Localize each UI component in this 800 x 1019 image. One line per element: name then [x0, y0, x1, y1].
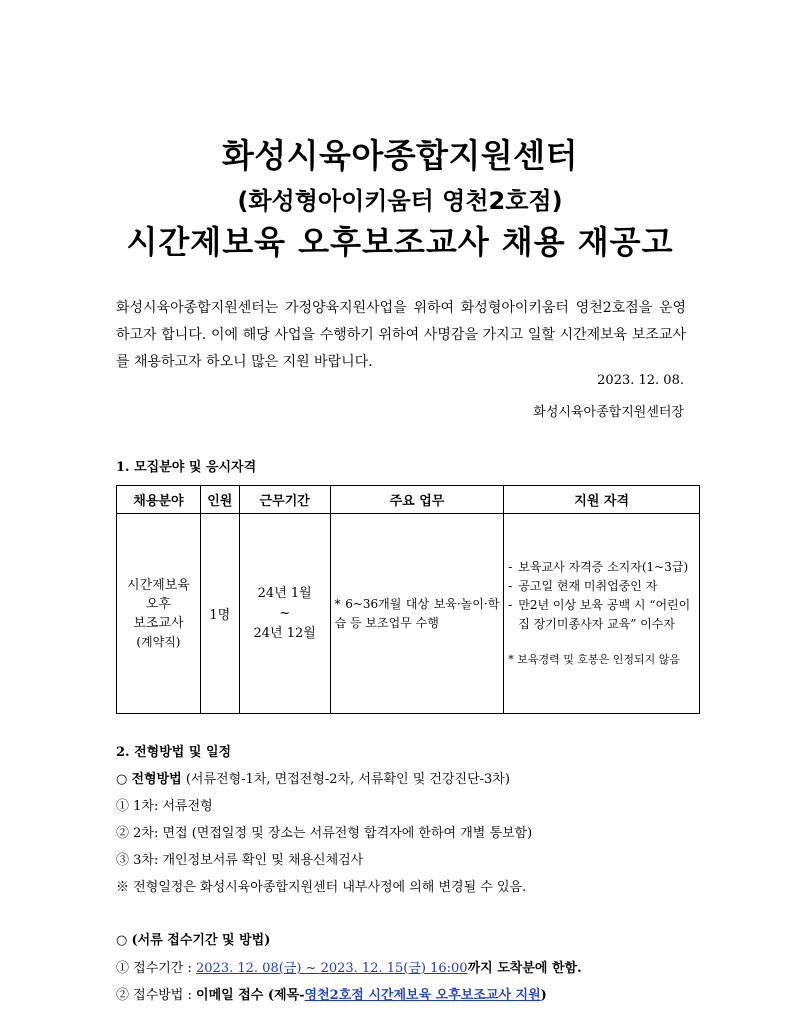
application-method-value: 이메일 접수 [196, 988, 264, 1003]
application-period-dates: 2023. 12. 08(금) ~ 2023. 12. 15(금) 16:00 [196, 961, 468, 976]
qualification-dash: - [508, 598, 513, 612]
application-method-prefix: ② 접수방법 : [116, 988, 197, 1003]
section1-heading: 1. 모집분야 및 응시자격 [116, 460, 257, 475]
selection-step-1: ① 1차: 서류전형 [116, 799, 213, 814]
field-line: 오후 [145, 596, 171, 612]
selection-step-3: ③ 3차: 개인정보서류 확인 및 채용신체검사 [116, 853, 364, 868]
table-header-row [117, 486, 700, 514]
circle-bullet: ○ [116, 772, 128, 787]
application-email-subject: 영천2호점 시간제보육 오후보조교사 지원 [304, 988, 541, 1003]
period-separator: ~ [279, 605, 291, 621]
header-count: 인원 [200, 486, 239, 514]
application-subject-close: ) [540, 988, 547, 1003]
cell-count: 1명 [200, 514, 239, 714]
selection-step-2: ② 2차: 면접 (면접일정 및 장소는 서류전형 합격자에 한하여 개별 통보함) [116, 826, 533, 841]
qualification-item [508, 577, 695, 596]
cell-period [239, 514, 330, 714]
circle-bullet: ○ [116, 933, 128, 948]
selection-method-label: 전형방법 [131, 772, 182, 787]
qualification-note: * 보육경력 및 호봉은 인정되지 않음 [508, 653, 681, 666]
application-heading [116, 929, 270, 948]
application-period-line [116, 957, 582, 976]
application-period-suffix: 까지 도착분에 한함. [467, 961, 582, 976]
notice-title: 시간제보육 오후보조교사 채용 재공고 [126, 223, 674, 261]
branch-subtitle: (화성형아이키움터 영천2호점) [237, 187, 563, 215]
qualification-text: 보육교사 자격증 소지자(1~3급) [518, 560, 689, 574]
cell-duty: * 6~36개월 대상 보육·놀이·학습 등 보조업무 수행 [330, 514, 504, 714]
selection-method-detail: (서류전형-1차, 면접전형-2차, 서류확인 및 건강진단-3차) [181, 772, 510, 787]
cell-qualification [504, 514, 700, 714]
header-field: 채용분야 [117, 486, 201, 514]
qualification-item [508, 558, 695, 577]
qualification-text: 공고일 현재 미취업중인 자 [518, 579, 658, 593]
header-period: 근무기간 [239, 486, 330, 514]
application-method-line [116, 984, 547, 1003]
application-subject-open: (제목- [263, 988, 305, 1003]
organization-title: 화성시육아종합지원센터 [221, 136, 579, 175]
header-qualification: 지원 자격 [504, 486, 700, 514]
period-end: 24년 12월 [253, 625, 316, 641]
qualification-item [508, 596, 695, 634]
table-row [117, 514, 700, 714]
field-line: 시간제보육 [127, 577, 190, 593]
qualification-text: 만2년 이상 보육 공백 시 “어린이집 장기미종사자 교육” 이수자 [518, 598, 691, 631]
section2-heading: 2. 전형방법 및 일정 [116, 745, 232, 760]
qualification-dash: - [508, 579, 513, 593]
notice-date: 2023. 12. 08. [597, 373, 684, 388]
period-start: 24년 1월 [257, 585, 312, 601]
application-period-prefix: ① 접수기간 : [116, 961, 197, 976]
field-contract-type: (계약직) [136, 634, 181, 649]
selection-method-line [116, 768, 510, 787]
qualification-dash: - [508, 560, 513, 574]
recruitment-table [116, 485, 700, 714]
intro-paragraph: 화성시육아종합지원센터는 가정양육지원사업을 위하여 화성형아이키움터 영천2호점을 운영하고자 합니다. 이에 해당 사업을 수행하기 위하여 사명감을 가지고 일할 시간제보육 보조교사를 채용하고자 하오니 많은 지원 바랍니다. [116, 300, 686, 370]
header-duty: 주요 업무 [330, 486, 504, 514]
cell-field [117, 514, 201, 714]
schedule-note: ※ 전형일정은 화성시육아종합지원센터 내부사정에 의해 변경될 수 있음. [116, 880, 527, 895]
application-heading-text: (서류 접수기간 및 방법) [131, 933, 271, 948]
field-line: 보조교사 [133, 615, 184, 631]
notice-issuer: 화성시육아종합지원센터장 [533, 405, 684, 420]
